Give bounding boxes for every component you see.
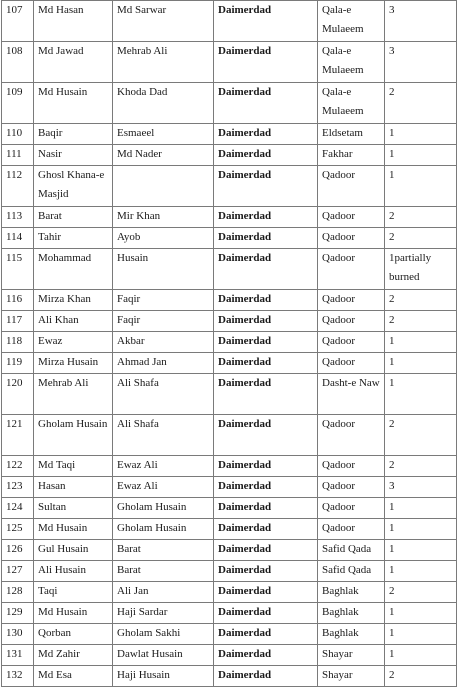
father-name-cell: Gholam Sakhi <box>113 624 214 645</box>
father-name-cell: Husain <box>113 249 214 290</box>
row-number-cell: 125 <box>2 519 34 540</box>
row-number-cell: 116 <box>2 290 34 311</box>
count-cell: 3 <box>385 1 457 42</box>
father-name-cell: Ali Shafa <box>113 415 214 456</box>
count-cell: 1 <box>385 561 457 582</box>
count-cell: 1 <box>385 353 457 374</box>
father-name-cell: Md Nader <box>113 145 214 166</box>
village-cell: Qadoor <box>318 249 385 290</box>
name-cell: Md Husain <box>34 83 113 124</box>
table-row <box>2 332 457 353</box>
village-cell: Safid Qada <box>318 540 385 561</box>
count-cell: 1partially burned <box>385 249 457 290</box>
father-name-cell: Ayob <box>113 228 214 249</box>
father-name-cell: Gholam Husain <box>113 519 214 540</box>
district-cell: Daimerdad <box>214 603 318 624</box>
district-cell: Daimerdad <box>214 311 318 332</box>
name-cell: Hasan <box>34 477 113 498</box>
row-number-cell: 118 <box>2 332 34 353</box>
father-name-cell: Mir Khan <box>113 207 214 228</box>
table-row <box>2 249 457 290</box>
village-cell: Shayar <box>318 645 385 666</box>
count-cell: 1 <box>385 145 457 166</box>
row-number-cell: 119 <box>2 353 34 374</box>
district-cell: Daimerdad <box>214 83 318 124</box>
name-cell: Md Husain <box>34 519 113 540</box>
row-number-cell: 114 <box>2 228 34 249</box>
count-cell: 1 <box>385 332 457 353</box>
village-cell: Qadoor <box>318 166 385 207</box>
table-row <box>2 645 457 666</box>
district-cell: Daimerdad <box>214 519 318 540</box>
table-row <box>2 603 457 624</box>
name-cell: Ghosl Khana-e Masjid <box>34 166 113 207</box>
village-cell: Qadoor <box>318 228 385 249</box>
row-number-cell: 126 <box>2 540 34 561</box>
row-number-cell: 127 <box>2 561 34 582</box>
district-cell: Daimerdad <box>214 207 318 228</box>
name-cell: Mohammad <box>34 249 113 290</box>
records-table <box>1 0 457 687</box>
row-number-cell: 112 <box>2 166 34 207</box>
name-cell: Tahir <box>34 228 113 249</box>
count-cell: 3 <box>385 477 457 498</box>
count-cell: 2 <box>385 582 457 603</box>
table-row <box>2 477 457 498</box>
table-row <box>2 145 457 166</box>
village-cell: Qadoor <box>318 477 385 498</box>
name-cell: Mirza Husain <box>34 353 113 374</box>
district-cell: Daimerdad <box>214 42 318 83</box>
district-cell: Daimerdad <box>214 290 318 311</box>
village-cell: Qadoor <box>318 207 385 228</box>
table-row <box>2 540 457 561</box>
district-cell: Daimerdad <box>214 249 318 290</box>
district-cell: Daimerdad <box>214 540 318 561</box>
district-cell: Daimerdad <box>214 415 318 456</box>
count-cell: 1 <box>385 498 457 519</box>
name-cell: Mehrab Ali <box>34 374 113 415</box>
row-number-cell: 131 <box>2 645 34 666</box>
table-row <box>2 582 457 603</box>
count-cell: 1 <box>385 540 457 561</box>
row-number-cell: 130 <box>2 624 34 645</box>
name-cell: Barat <box>34 207 113 228</box>
table-row <box>2 415 457 456</box>
table-row <box>2 124 457 145</box>
name-cell: Gul Husain <box>34 540 113 561</box>
count-cell: 1 <box>385 374 457 415</box>
count-cell: 1 <box>385 166 457 207</box>
name-cell: Sultan <box>34 498 113 519</box>
name-cell: Taqi <box>34 582 113 603</box>
village-cell: Baghlak <box>318 582 385 603</box>
name-cell: Md Husain <box>34 603 113 624</box>
count-cell: 2 <box>385 207 457 228</box>
table-row <box>2 166 457 207</box>
father-name-cell: Ali Shafa <box>113 374 214 415</box>
father-name-cell: Akbar <box>113 332 214 353</box>
row-number-cell: 108 <box>2 42 34 83</box>
district-cell: Daimerdad <box>214 228 318 249</box>
table-row <box>2 561 457 582</box>
name-cell: Ewaz <box>34 332 113 353</box>
row-number-cell: 113 <box>2 207 34 228</box>
village-cell: Qadoor <box>318 415 385 456</box>
village-cell: Baghlak <box>318 603 385 624</box>
records-table-body <box>2 1 457 687</box>
father-name-cell: Haji Husain <box>113 666 214 687</box>
father-name-cell: Faqir <box>113 311 214 332</box>
village-cell: Qadoor <box>318 353 385 374</box>
district-cell: Daimerdad <box>214 374 318 415</box>
village-cell: Qala-e Mulaeem <box>318 83 385 124</box>
table-row <box>2 42 457 83</box>
father-name-cell: Barat <box>113 561 214 582</box>
row-number-cell: 132 <box>2 666 34 687</box>
district-cell: Daimerdad <box>214 145 318 166</box>
row-number-cell: 117 <box>2 311 34 332</box>
district-cell: Daimerdad <box>214 166 318 207</box>
row-number-cell: 124 <box>2 498 34 519</box>
count-cell: 1 <box>385 624 457 645</box>
table-row <box>2 207 457 228</box>
count-cell: 2 <box>385 666 457 687</box>
table-row <box>2 624 457 645</box>
father-name-cell: Ewaz Ali <box>113 477 214 498</box>
father-name-cell: Dawlat Husain <box>113 645 214 666</box>
count-cell: 2 <box>385 311 457 332</box>
table-row <box>2 353 457 374</box>
district-cell: Daimerdad <box>214 477 318 498</box>
table-row <box>2 519 457 540</box>
table-row <box>2 374 457 415</box>
village-cell: Qadoor <box>318 332 385 353</box>
district-cell: Daimerdad <box>214 332 318 353</box>
count-cell: 2 <box>385 456 457 477</box>
village-cell: Qala-e Mulaeem <box>318 1 385 42</box>
village-cell: Eldsetam <box>318 124 385 145</box>
table-row <box>2 290 457 311</box>
village-cell: Safid Qada <box>318 561 385 582</box>
table-row <box>2 228 457 249</box>
count-cell: 1 <box>385 519 457 540</box>
count-cell: 3 <box>385 42 457 83</box>
name-cell: Md Zahir <box>34 645 113 666</box>
village-cell: Qadoor <box>318 456 385 477</box>
district-cell: Daimerdad <box>214 456 318 477</box>
village-cell: Fakhar <box>318 145 385 166</box>
father-name-cell: Khoda Dad <box>113 83 214 124</box>
row-number-cell: 129 <box>2 603 34 624</box>
village-cell: Qadoor <box>318 290 385 311</box>
name-cell: Gholam Husain <box>34 415 113 456</box>
father-name-cell: Ewaz Ali <box>113 456 214 477</box>
district-cell: Daimerdad <box>214 666 318 687</box>
father-name-cell: Esmaeel <box>113 124 214 145</box>
father-name-cell: Mehrab Ali <box>113 42 214 83</box>
name-cell: Qorban <box>34 624 113 645</box>
father-name-cell: Haji Sardar <box>113 603 214 624</box>
count-cell: 1 <box>385 124 457 145</box>
count-cell: 2 <box>385 290 457 311</box>
table-row <box>2 666 457 687</box>
row-number-cell: 121 <box>2 415 34 456</box>
table-row <box>2 311 457 332</box>
village-cell: Qala-e Mulaeem <box>318 42 385 83</box>
district-cell: Daimerdad <box>214 561 318 582</box>
district-cell: Daimerdad <box>214 624 318 645</box>
count-cell: 1 <box>385 645 457 666</box>
name-cell: Nasir <box>34 145 113 166</box>
name-cell: Md Esa <box>34 666 113 687</box>
village-cell: Qadoor <box>318 519 385 540</box>
row-number-cell: 111 <box>2 145 34 166</box>
father-name-cell <box>113 166 214 207</box>
row-number-cell: 120 <box>2 374 34 415</box>
father-name-cell: Ahmad Jan <box>113 353 214 374</box>
row-number-cell: 107 <box>2 1 34 42</box>
district-cell: Daimerdad <box>214 124 318 145</box>
name-cell: Mirza Khan <box>34 290 113 311</box>
district-cell: Daimerdad <box>214 498 318 519</box>
district-cell: Daimerdad <box>214 1 318 42</box>
table-row <box>2 1 457 42</box>
name-cell: Ali Husain <box>34 561 113 582</box>
district-cell: Daimerdad <box>214 582 318 603</box>
table-row <box>2 83 457 124</box>
count-cell: 1 <box>385 603 457 624</box>
count-cell: 2 <box>385 83 457 124</box>
father-name-cell: Faqir <box>113 290 214 311</box>
name-cell: Md Jawad <box>34 42 113 83</box>
father-name-cell: Ali Jan <box>113 582 214 603</box>
village-cell: Baghlak <box>318 624 385 645</box>
district-cell: Daimerdad <box>214 645 318 666</box>
count-cell: 2 <box>385 228 457 249</box>
row-number-cell: 123 <box>2 477 34 498</box>
village-cell: Dasht-e Naw <box>318 374 385 415</box>
name-cell: Md Hasan <box>34 1 113 42</box>
row-number-cell: 110 <box>2 124 34 145</box>
father-name-cell: Gholam Husain <box>113 498 214 519</box>
name-cell: Ali Khan <box>34 311 113 332</box>
row-number-cell: 115 <box>2 249 34 290</box>
father-name-cell: Md Sarwar <box>113 1 214 42</box>
village-cell: Qadoor <box>318 498 385 519</box>
name-cell: Baqir <box>34 124 113 145</box>
row-number-cell: 128 <box>2 582 34 603</box>
district-cell: Daimerdad <box>214 353 318 374</box>
row-number-cell: 122 <box>2 456 34 477</box>
row-number-cell: 109 <box>2 83 34 124</box>
village-cell: Qadoor <box>318 311 385 332</box>
father-name-cell: Barat <box>113 540 214 561</box>
village-cell: Shayar <box>318 666 385 687</box>
table-row <box>2 498 457 519</box>
count-cell: 2 <box>385 415 457 456</box>
table-row <box>2 456 457 477</box>
name-cell: Md Taqi <box>34 456 113 477</box>
